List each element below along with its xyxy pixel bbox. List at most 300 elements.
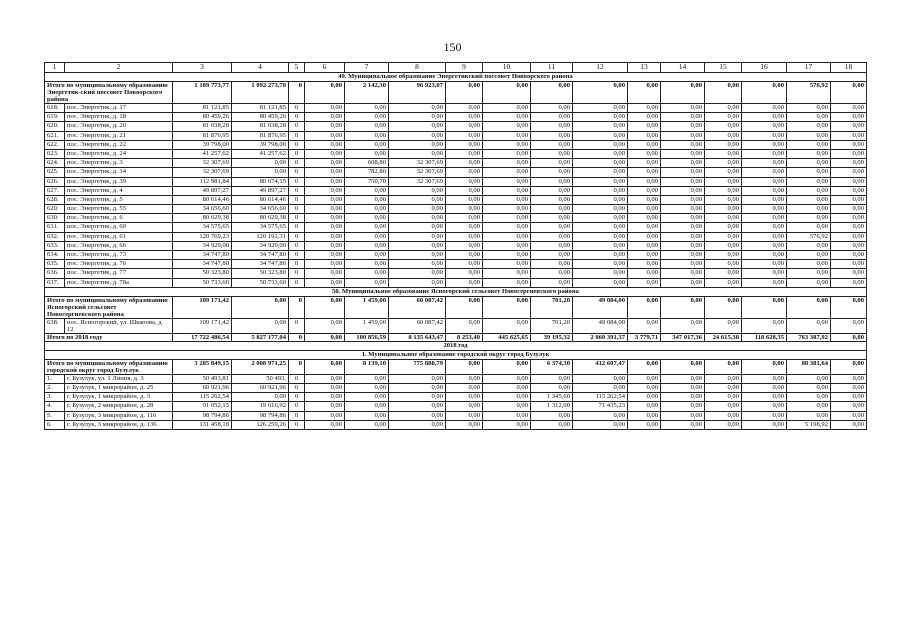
table-cell: 0,00	[705, 223, 742, 232]
table-cell: 0,00	[531, 122, 573, 131]
table-cell: 0,00	[742, 205, 787, 214]
table-cell: 0,00	[483, 278, 531, 287]
table-cell: 32 307,69	[389, 177, 446, 186]
table-cell: 0,00	[742, 232, 787, 241]
table-cell: 0,00	[787, 149, 831, 158]
table-cell: 0,00	[742, 131, 787, 140]
table-row	[45, 122, 867, 131]
section-title: 49. Муниципальное образование Энергетикский поссовет Новоорского района	[45, 73, 867, 82]
total-value: 0,00	[531, 82, 573, 104]
total-value: 6 374,30	[531, 359, 573, 374]
table-cell: 0,00	[446, 205, 483, 214]
table-cell: 0,00	[705, 159, 742, 168]
table-cell: 0,00	[389, 241, 446, 250]
table-cell: 115 262,54	[573, 393, 628, 402]
table-cell: 34 575,65	[232, 223, 289, 232]
table-cell: 0,00	[446, 186, 483, 195]
address-cell: пос. Энергетик, д. 78а	[65, 278, 173, 287]
total-value: 0,00	[483, 296, 531, 318]
total-value: 0,00	[446, 296, 483, 318]
section-title-row	[45, 287, 867, 296]
table-cell: 0,00	[787, 318, 831, 333]
table-cell: 0,00	[661, 159, 705, 168]
table-cell: 0,00	[628, 223, 661, 232]
table-cell: 0,00	[345, 241, 389, 250]
table-cell: 0	[289, 260, 305, 269]
grand-total-value: 2 060 391,37	[573, 333, 628, 341]
table-cell: 0,00	[345, 223, 389, 232]
table-cell: 0,00	[345, 383, 389, 392]
table-cell: 0,00	[742, 168, 787, 177]
table-cell: 0,00	[305, 168, 345, 177]
table-cell: 0,00	[531, 223, 573, 232]
table-cell: 0,00	[787, 113, 831, 122]
table-cell: 0,00	[446, 113, 483, 122]
table-cell: 0,00	[531, 168, 573, 177]
table-cell: 0,00	[573, 131, 628, 140]
table-cell: 0,00	[831, 411, 867, 420]
section-title: 50. Муниципальное образование Ясногорский сельсовет Новосергиевского района	[45, 287, 867, 296]
address-cell: пос. Энергетик, д. 60	[65, 223, 173, 232]
table-cell: 0,00	[531, 205, 573, 214]
table-cell: 0,00	[705, 186, 742, 195]
table-cell: 0	[289, 177, 305, 186]
header-row	[45, 63, 867, 73]
address-cell: пос. Энергетик, д. 76	[65, 260, 173, 269]
grand-total-value: 347 017,36	[661, 333, 705, 341]
address-cell: г. Бузулук, 1 микрорайон, д. 3	[65, 393, 173, 402]
table-cell: 0,00	[573, 241, 628, 250]
table-cell: 0,00	[573, 140, 628, 149]
table-cell: 34 656,60	[232, 205, 289, 214]
column-header: 13	[628, 63, 661, 73]
table-cell: 620.	[45, 122, 65, 131]
column-header: 4	[232, 63, 289, 73]
page-number: 150	[443, 40, 462, 54]
table-cell: 0,00	[483, 223, 531, 232]
table-row	[45, 195, 867, 204]
table-cell: 0,00	[389, 420, 446, 429]
table-cell: 0,00	[831, 104, 867, 113]
table-cell: 34 929,00	[173, 241, 232, 250]
table-cell: 0,00	[345, 260, 389, 269]
table-cell: 0,00	[628, 318, 661, 333]
table-cell: 0,00	[661, 278, 705, 287]
total-value: 0,00	[742, 359, 787, 374]
address-cell: пос. Энергетик, д. 61	[65, 232, 173, 241]
table-cell: 627.	[45, 186, 65, 195]
table-cell: 0,00	[705, 383, 742, 392]
table-cell: 3.	[45, 393, 65, 402]
table-cell: 0,00	[787, 140, 831, 149]
total-value: 0,00	[628, 296, 661, 318]
table-cell: 0,00	[628, 159, 661, 168]
table-cell: 0,00	[345, 402, 389, 411]
table-cell: 81 121,85	[232, 104, 289, 113]
table-cell: 0,00	[232, 318, 289, 333]
table-cell: 0,00	[446, 269, 483, 278]
table-cell: 0,00	[446, 214, 483, 223]
table-cell: 0,00	[742, 241, 787, 250]
table-cell: 0,00	[628, 113, 661, 122]
table-cell: 0,00	[661, 393, 705, 402]
table-cell: 0,00	[483, 402, 531, 411]
table-cell: 91 052,15	[173, 402, 232, 411]
table-cell: 0,00	[483, 251, 531, 260]
table-cell: 0,00	[831, 223, 867, 232]
address-cell: пос. Энергетик, д. 4	[65, 186, 173, 195]
table-cell: 0,00	[742, 402, 787, 411]
table-cell: 0,00	[742, 420, 787, 429]
table-cell: 5 198,92	[787, 420, 831, 429]
total-value: 88 381,64	[787, 359, 831, 374]
address-cell: пос. Энергетик, д. 24	[65, 149, 173, 158]
table-cell: 0,00	[742, 269, 787, 278]
table-cell: 622.	[45, 140, 65, 149]
year-title: 2018 год	[45, 341, 867, 350]
table-cell: 0,00	[483, 241, 531, 250]
table-cell: 0,00	[389, 122, 446, 131]
table-cell: 0,00	[232, 393, 289, 402]
table-cell: 0,00	[831, 278, 867, 287]
table-cell: 0,00	[573, 420, 628, 429]
table-cell: 0,00	[573, 269, 628, 278]
table-cell: 0,00	[742, 104, 787, 113]
total-value: 2 008 971,25	[232, 359, 289, 374]
table-cell: 0,00	[831, 131, 867, 140]
total-value: 0,00	[628, 359, 661, 374]
table-cell: 0,00	[787, 214, 831, 223]
total-value: 3 285 849,15	[173, 359, 232, 374]
table-cell: 0,00	[628, 420, 661, 429]
table-cell: 49 897,27	[232, 186, 289, 195]
table-cell: 0,00	[742, 223, 787, 232]
table-cell: 0,00	[389, 223, 446, 232]
table-cell: 0,00	[446, 232, 483, 241]
table-cell: 0,00	[742, 393, 787, 402]
table-cell: 0,00	[705, 318, 742, 333]
table-cell: 0,00	[531, 251, 573, 260]
table-cell: 0,00	[531, 113, 573, 122]
table-cell: 0,00	[661, 122, 705, 131]
table-cell: 0,00	[628, 177, 661, 186]
total-value: 0,00	[628, 82, 661, 104]
table-cell: 0,00	[705, 177, 742, 186]
table-cell: 0,00	[483, 214, 531, 223]
table-cell: 0,00	[446, 122, 483, 131]
table-cell: 626.	[45, 177, 65, 186]
table-cell: 0	[289, 113, 305, 122]
table-cell: 0,00	[628, 393, 661, 402]
table-row	[45, 374, 867, 383]
table-cell: 0,00	[573, 104, 628, 113]
table-cell: 0,00	[389, 402, 446, 411]
table-cell: 0,00	[628, 122, 661, 131]
table-cell: 50 493,81	[173, 374, 232, 383]
table-cell: 631.	[45, 223, 65, 232]
section-title-row	[45, 73, 867, 82]
table-cell: 0,00	[742, 177, 787, 186]
total-value: 0,00	[705, 82, 742, 104]
table-cell: 621.	[45, 131, 65, 140]
address-cell: пос. Энергетик, д. 21	[65, 131, 173, 140]
table-cell: 50 493,	[232, 374, 289, 383]
grand-total-value: 118 628,35	[742, 333, 787, 341]
table-cell: 0,00	[628, 186, 661, 195]
table-cell: 81 038,28	[173, 122, 232, 131]
table-cell: 0,00	[483, 260, 531, 269]
table-cell: 0,00	[628, 214, 661, 223]
table-cell: 0,00	[389, 232, 446, 241]
table-cell: 0,00	[573, 159, 628, 168]
table-cell: 0,00	[483, 149, 531, 158]
table-cell: 0,00	[787, 131, 831, 140]
table-cell: 0	[289, 104, 305, 113]
table-cell: 0,00	[661, 195, 705, 204]
table-cell: 0,00	[705, 241, 742, 250]
total-value: 0,00	[742, 296, 787, 318]
table-cell: 0,00	[705, 113, 742, 122]
table-cell: 0,00	[446, 318, 483, 333]
table-cell: 0,00	[661, 140, 705, 149]
table-row	[45, 223, 867, 232]
table-cell: 120 192,31	[232, 232, 289, 241]
table-cell: 0,00	[483, 318, 531, 333]
table-cell: 0,00	[305, 195, 345, 204]
table-cell: 0,00	[389, 374, 446, 383]
table-row	[45, 205, 867, 214]
table-cell: 50 733,60	[173, 278, 232, 287]
table-cell: 0,00	[661, 269, 705, 278]
table-cell: 0,00	[787, 122, 831, 131]
table-cell: 0,00	[705, 122, 742, 131]
table-cell: 0,00	[661, 113, 705, 122]
table-cell: 0,00	[531, 159, 573, 168]
total-value: 0,00	[305, 296, 345, 318]
table-cell: 0,00	[831, 318, 867, 333]
table-row	[45, 278, 867, 287]
total-value: 701,20	[531, 296, 573, 318]
table-cell: 0,00	[742, 214, 787, 223]
table-cell: 0,00	[742, 149, 787, 158]
table-cell: 625.	[45, 168, 65, 177]
table-cell: 0,00	[831, 159, 867, 168]
table-cell: 0	[289, 223, 305, 232]
table-cell: 71 435,23	[573, 402, 628, 411]
address-cell: пос. Ясногорский, ул. Шкапова, д. 12	[65, 318, 173, 333]
table-row	[45, 411, 867, 420]
table-cell: 0,00	[389, 269, 446, 278]
table-cell: 0,00	[573, 205, 628, 214]
table-cell: 0,00	[446, 195, 483, 204]
table-cell: 0,00	[483, 205, 531, 214]
table-cell: 0,00	[531, 269, 573, 278]
table-cell: 0,00	[742, 159, 787, 168]
table-cell: 0,00	[345, 411, 389, 420]
table-cell: 0,00	[305, 177, 345, 186]
table-cell: 0,00	[705, 168, 742, 177]
table-cell: 0,00	[305, 186, 345, 195]
column-header: 5	[289, 63, 305, 73]
address-cell: г. Бузулук, 3 микрорайон, д. 136	[65, 420, 173, 429]
table-cell: 0,00	[705, 214, 742, 223]
column-header: 11	[531, 63, 573, 73]
table-cell: 624.	[45, 159, 65, 168]
table-cell: 0	[289, 402, 305, 411]
grand-total-value: 24 615,38	[705, 333, 742, 341]
table-cell: 0,00	[628, 195, 661, 204]
table-cell: 0,00	[483, 420, 531, 429]
table-cell: 629.	[45, 205, 65, 214]
table-cell: 0,00	[831, 269, 867, 278]
table-row	[45, 186, 867, 195]
table-cell: 0,00	[573, 168, 628, 177]
table-cell: 0,00	[705, 131, 742, 140]
table-cell: 0,00	[661, 232, 705, 241]
table-cell: 636.	[45, 269, 65, 278]
table-cell: 5.	[45, 411, 65, 420]
table-row	[45, 383, 867, 392]
table-cell: 0,00	[661, 168, 705, 177]
total-row	[45, 82, 867, 104]
address-cell: пос. Энергетик, д. 66	[65, 241, 173, 250]
column-header: 9	[446, 63, 483, 73]
table-cell: 0,00	[305, 159, 345, 168]
table-cell: 0,00	[483, 232, 531, 241]
table-cell: 0,00	[787, 374, 831, 383]
table-cell: 0,00	[705, 420, 742, 429]
table-cell: 0,00	[573, 251, 628, 260]
table-cell: 32 307,69	[389, 168, 446, 177]
table-cell: 0,00	[831, 177, 867, 186]
table-cell: 0,00	[573, 214, 628, 223]
table-cell: 0,00	[483, 269, 531, 278]
total-label: Итого по муниципальному образованию Энергетик-ский поссовет Новоорского района	[45, 82, 173, 104]
table-cell: 0	[289, 168, 305, 177]
table-row	[45, 168, 867, 177]
table-cell: 49 897,27	[173, 186, 232, 195]
table-cell: 0,00	[628, 278, 661, 287]
grand-total-value: 39 195,32	[531, 333, 573, 341]
table-cell: 126 259,26	[232, 420, 289, 429]
table-cell: 32 307,69	[173, 159, 232, 168]
table-cell: 0,00	[531, 374, 573, 383]
table-cell: 0,00	[389, 140, 446, 149]
table-cell: 80 459,26	[173, 113, 232, 122]
table-cell: 0,00	[305, 393, 345, 402]
total-value: 0	[289, 82, 305, 104]
table-cell: 0	[289, 149, 305, 158]
table-cell: 1 312,00	[531, 402, 573, 411]
table-cell: 0,00	[787, 177, 831, 186]
table-cell: 637.	[45, 278, 65, 287]
table-cell: 638.	[45, 318, 65, 333]
grand-total-row	[45, 333, 867, 341]
table-cell: 0,00	[787, 251, 831, 260]
table-cell: 98 794,86	[173, 411, 232, 420]
table-cell: 0,00	[531, 241, 573, 250]
table-row	[45, 251, 867, 260]
table-cell: 0,00	[531, 260, 573, 269]
table-cell: 50 733,60	[232, 278, 289, 287]
table-cell: 0,00	[446, 251, 483, 260]
table-cell: 1.	[45, 374, 65, 383]
table-cell: 0,00	[573, 149, 628, 158]
table-cell: 2.	[45, 383, 65, 392]
table-cell: 0,00	[305, 251, 345, 260]
table-cell: 0,00	[345, 420, 389, 429]
table-cell: 0,00	[573, 383, 628, 392]
total-value: 576,92	[787, 82, 831, 104]
total-value: 49 084,00	[573, 296, 628, 318]
total-value: 0,00	[705, 296, 742, 318]
table-cell: 50 323,80	[232, 269, 289, 278]
table-cell: 0	[289, 269, 305, 278]
table-cell: 0,00	[389, 104, 446, 113]
column-header: 7	[345, 63, 389, 73]
table-cell: 19 616,92	[232, 402, 289, 411]
table-cell: 0,00	[446, 131, 483, 140]
address-cell: пос. Энергетик, д. 22	[65, 140, 173, 149]
table-cell: 0	[289, 186, 305, 195]
table-cell: 0,00	[446, 140, 483, 149]
table-row	[45, 149, 867, 158]
table-cell: 0,00	[831, 374, 867, 383]
table-cell: 0,00	[628, 131, 661, 140]
table-cell: 0,00	[573, 186, 628, 195]
table-cell: 115 262,54	[173, 393, 232, 402]
table-cell: 0,00	[573, 195, 628, 204]
table-cell: 0,00	[661, 241, 705, 250]
table-cell: 0	[289, 140, 305, 149]
grand-total-value: 8 135 643,47	[389, 333, 446, 341]
table-cell: 0,00	[446, 374, 483, 383]
total-value: 2 142,30	[345, 82, 389, 104]
table-cell: 0	[289, 383, 305, 392]
total-value: 0,00	[446, 359, 483, 374]
table-cell: 41 257,62	[173, 149, 232, 158]
table-cell: 0,00	[483, 140, 531, 149]
table-cell: 0,00	[831, 232, 867, 241]
address-cell: г. Бузулук, 1 микрорайон, д. 25	[65, 383, 173, 392]
table-cell: 4.	[45, 402, 65, 411]
table-cell: 0,00	[742, 113, 787, 122]
table-cell: 0,00	[305, 122, 345, 131]
table-row	[45, 402, 867, 411]
table-cell: 0,00	[345, 113, 389, 122]
table-cell: 0,00	[831, 140, 867, 149]
table-cell: 0,00	[446, 223, 483, 232]
table-cell: 0,00	[573, 223, 628, 232]
table-cell: 34 575,65	[173, 223, 232, 232]
table-cell: 0,00	[446, 260, 483, 269]
table-cell: 630.	[45, 214, 65, 223]
total-value: 0,00	[232, 296, 289, 318]
address-cell: пос. Энергетик, д. 39	[65, 177, 173, 186]
address-cell: г. Бузулук, 3 микрорайон, д. 116	[65, 411, 173, 420]
table-cell: 0,00	[573, 232, 628, 241]
total-value: 0,00	[705, 359, 742, 374]
table-cell: 782,80	[345, 168, 389, 177]
table-cell: 0,00	[661, 104, 705, 113]
table-cell: 0,00	[705, 260, 742, 269]
table-row	[45, 241, 867, 250]
table-cell: 0,00	[345, 140, 389, 149]
table-cell: 0,00	[787, 223, 831, 232]
table-cell: 0,00	[742, 383, 787, 392]
table-cell: 0,00	[742, 251, 787, 260]
table-cell: 0,00	[305, 411, 345, 420]
